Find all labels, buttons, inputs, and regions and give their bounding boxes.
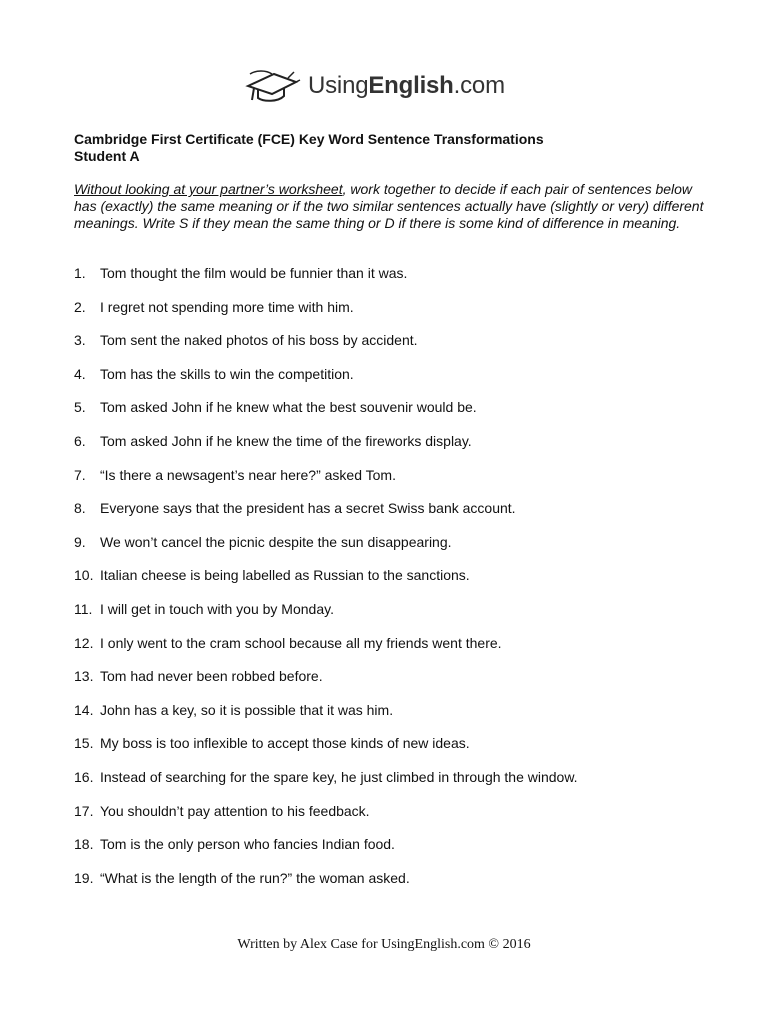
list-item: [74, 601, 714, 635]
logo-prefix: Using: [308, 72, 369, 99]
sentence-list: [74, 265, 714, 903]
item-number: 15.: [74, 735, 94, 752]
instructions: [74, 181, 704, 232]
item-number: 10.: [74, 567, 94, 584]
item-number: 6.: [74, 432, 86, 449]
logo-suffix: .com: [453, 72, 505, 99]
item-number: 4.: [74, 365, 86, 382]
list-item: [74, 433, 714, 467]
item-number: 5.: [74, 399, 86, 416]
item-number: 14.: [74, 701, 94, 718]
item-text: I only went to the cram school because all my friends went there.: [100, 634, 502, 651]
list-item: [74, 635, 714, 669]
item-text: Everyone says that the president has a secret Swiss bank account.: [100, 500, 516, 517]
item-number: 13.: [74, 668, 94, 685]
title-line-2: Student A: [74, 148, 140, 164]
worksheet-title: [74, 131, 714, 165]
site-logo: [244, 66, 534, 106]
item-text: “Is there a newsagent’s near here?” asked Tom.: [100, 466, 396, 483]
list-item: [74, 366, 714, 400]
item-text: “What is the length of the run?” the woman asked.: [100, 869, 410, 886]
list-item: [74, 500, 714, 534]
item-number: 17.: [74, 802, 94, 819]
item-number: 3.: [74, 332, 86, 349]
item-text: Instead of searching for the spare key, he just climbed in through the window.: [100, 768, 578, 785]
list-item: [74, 735, 714, 769]
footer-credit: Written by Alex Case for UsingEnglish.com © 2016: [237, 937, 531, 952]
list-item: [74, 299, 714, 333]
list-item: [74, 467, 714, 501]
item-number: 19.: [74, 869, 94, 886]
list-item: [74, 399, 714, 433]
list-item: [74, 332, 714, 366]
item-number: 8.: [74, 500, 86, 517]
item-text: Tom has the skills to win the competition.: [100, 365, 354, 382]
item-number: 16.: [74, 768, 94, 785]
item-text: We won’t cancel the picnic despite the sun disappearing.: [100, 533, 452, 550]
list-item: [74, 836, 714, 870]
item-number: 12.: [74, 634, 94, 651]
instructions-underlined: Without looking at your partner’s worksheet: [74, 181, 343, 197]
item-number: 11.: [74, 600, 93, 617]
item-text: Tom thought the film would be funnier than it was.: [100, 265, 408, 281]
list-item: [74, 567, 714, 601]
list-item: [74, 668, 714, 702]
list-item: [74, 870, 714, 904]
item-text: You shouldn’t pay attention to his feedback.: [100, 802, 370, 819]
item-number: 1.: [74, 265, 86, 281]
logo-bold: English: [368, 72, 454, 99]
item-number: 9.: [74, 533, 86, 550]
instructions-rest: , work together to decide if each pair of sentences below has (exactly) the same meaning or if the two similar sentences actually have (slightly or very) different meanings. Write S if they mean the same thing or D if there is some kind of difference in meaning.: [74, 181, 704, 231]
item-text: John has a key, so it is possible that it was him.: [100, 701, 394, 718]
item-text: Tom asked John if he knew the time of the fireworks display.: [100, 432, 472, 449]
item-number: 7.: [74, 466, 86, 483]
title-line-1: Cambridge First Certificate (FCE) Key Word Sentence Transformations: [74, 131, 544, 147]
item-text: I will get in touch with you by Monday.: [100, 600, 334, 617]
item-text: I regret not spending more time with him.: [100, 298, 354, 315]
logo-text: [308, 72, 505, 100]
item-text: Tom is the only person who fancies Indian food.: [100, 836, 395, 853]
list-item: [74, 534, 714, 568]
list-item: [74, 769, 714, 803]
item-text: Tom had never been robbed before.: [100, 668, 323, 685]
item-text: Tom sent the naked photos of his boss by accident.: [100, 332, 418, 349]
item-text: Tom asked John if he knew what the best souvenir would be.: [100, 399, 477, 416]
list-item: [74, 803, 714, 837]
list-item: [74, 265, 714, 299]
graduation-cap-icon: [244, 68, 302, 104]
item-number: 2.: [74, 298, 86, 315]
item-number: 18.: [74, 836, 94, 853]
list-item: [74, 702, 714, 736]
item-text: My boss is too inflexible to accept those kinds of new ideas.: [100, 735, 470, 752]
item-text: Italian cheese is being labelled as Russian to the sanctions.: [100, 567, 470, 584]
